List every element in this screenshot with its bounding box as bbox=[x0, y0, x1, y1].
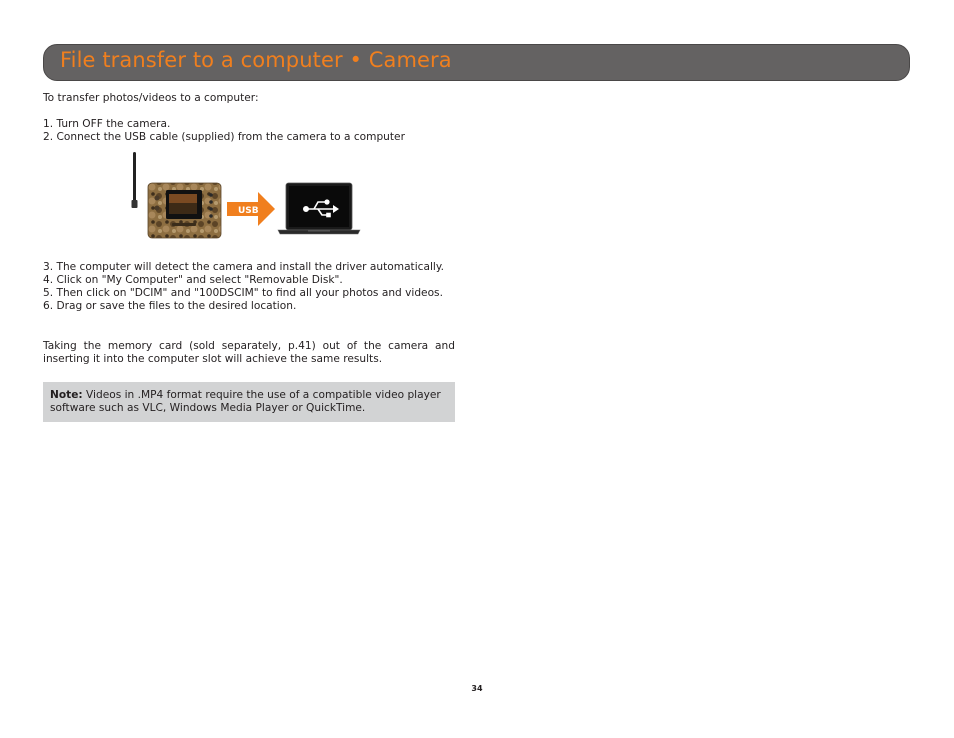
step-4: 4. Click on "My Computer" and select "Removable Disk". bbox=[43, 274, 343, 286]
note-label: Note: bbox=[50, 389, 83, 401]
step-2: 2. Connect the USB cable (supplied) from the camera to a computer bbox=[43, 131, 405, 143]
camera-icon bbox=[148, 183, 221, 238]
usb-arrow-label: USB bbox=[238, 206, 259, 216]
arrow-icon bbox=[227, 192, 275, 226]
step-1: 1. Turn OFF the camera. bbox=[43, 118, 171, 130]
page-number: 34 bbox=[471, 684, 483, 693]
intro-text: To transfer photos/videos to a computer: bbox=[43, 92, 259, 104]
note-text: Videos in .MP4 format require the use of a compatible video player software such as VLC, Windows Media Player or QuickTime. bbox=[50, 389, 441, 414]
step-6: 6. Drag or save the files to the desired location. bbox=[43, 300, 297, 312]
step-3: 3. The computer will detect the camera and install the driver automatically. bbox=[43, 261, 444, 273]
step-5: 5. Then click on "DCIM" and "100DSCIM" to find all your photos and videos. bbox=[43, 287, 443, 299]
antenna-icon bbox=[132, 152, 138, 208]
note-box bbox=[43, 382, 455, 422]
title-bar bbox=[43, 44, 910, 81]
usb-connection-figure bbox=[128, 150, 364, 240]
page-title: File transfer to a computer • Camera bbox=[60, 48, 452, 72]
memory-card-paragraph: Taking the memory card (sold separately, p.41) out of the camera and inserting it into the computer slot will achieve the same results. bbox=[43, 340, 455, 365]
